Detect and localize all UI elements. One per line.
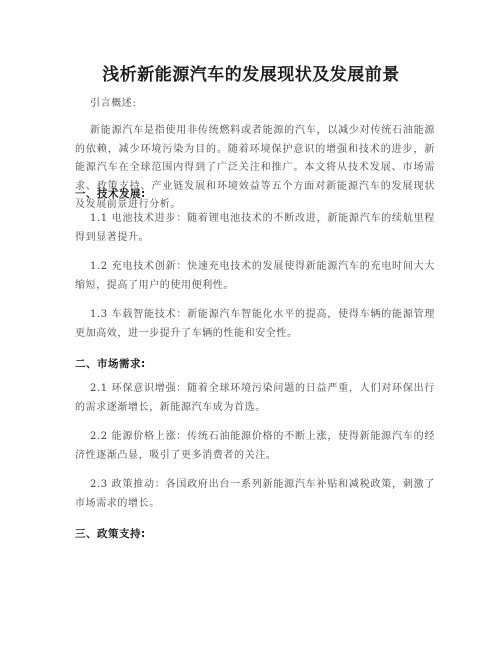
paragraph-1-1: 1.1 电池技术进步：随着锂电池技术的不断改进，新能源汽车的续航里程得到显著提升。 [75, 213, 435, 243]
document-title: 浅析新能源汽车的发展现状及发展前景 [102, 65, 400, 85]
intro-paragraph: 新能源汽车是指使用非传统燃料或者能源的汽车，以减少对传统石油能源的依赖，减少环境污染为目的。随着环境保护意识的增强和技术的进步，新能源汽车在全球范围内得到了广泛关注和推广。本文将从技术发展、市场需求、政策支持、产业链发展和环境效益等五个方面对新能源汽车的发展现状及发展前景进行分析。 [75, 125, 435, 210]
paragraph-2-3: 2.3 政策推动：各国政府出台一系列新能源汽车补贴和减税政策，刺激了市场需求的增长。 [75, 479, 435, 509]
intro-label: 引言概述: [90, 98, 137, 109]
section-heading-market: 二、市场需求: [75, 358, 146, 370]
section-heading-technology: 一、技术发展: [75, 188, 146, 200]
paragraph-2-2: 2.2 能源价格上涨：传统石油能源价格的不断上涨，使得新能源汽车的经济性逐渐凸显，吸引了更多消费者的关注。 [75, 431, 435, 461]
paragraph-1-3: 1.3 车载智能技术：新能源汽车智能化水平的提高，使得车辆的能源管理更加高效，进一步提升了车辆的性能和安全性。 [75, 309, 435, 339]
section-heading-policy: 三、政策支持: [75, 528, 146, 540]
paragraph-2-1: 2.1 环保意识增强：随着全球环境污染问题的日益严重，人们对环保出行的需求逐渐增长，新能源汽车成为首选。 [75, 383, 435, 413]
paragraph-1-2: 1.2 充电技术创新：快速充电技术的发展使得新能源汽车的充电时间大大缩短，提高了用户的使用便利性。 [75, 261, 435, 291]
